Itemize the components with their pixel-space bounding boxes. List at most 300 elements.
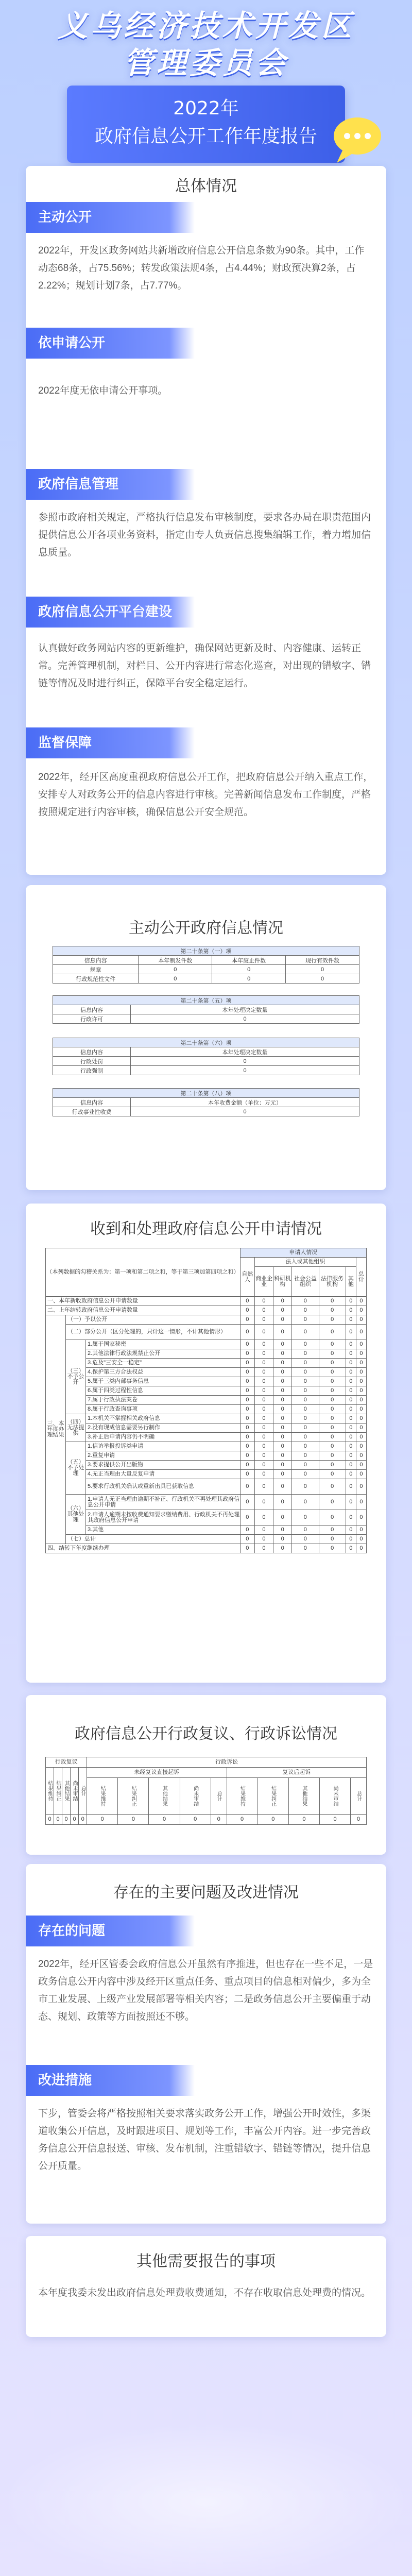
table-cell: 0 bbox=[346, 1368, 356, 1377]
table-cell: 0 bbox=[346, 1405, 356, 1414]
table-cell: 0 bbox=[240, 1535, 254, 1544]
table-row bbox=[46, 1359, 367, 1368]
table-cell: 0 bbox=[254, 1368, 273, 1377]
measures-text: 下步，管委会将严格按照相关要求落实政务公开工作，增强公开时效性，多渠道收集公开信息，及时跟进项目、规划等工作，丰富公开内容。进一步完善政务信息公开信息报送、审核、发布机制，注重错敏字、错链等情况，提升信息公开质量。 bbox=[38, 2108, 371, 2172]
table-cell: 0 bbox=[292, 1526, 319, 1535]
problems-text: 2022年，经开区管委会政府信息公开虽然有序推进，但也存在一些不足，一是政务信息公开内容中涉及经开区重点任务、重点项目的信息相对偏少，多为全市工业发展、上级产业发展部署等相关内容；二是政务信息公开主要偏重于动态、规划、政策等方面按照还不够。 bbox=[38, 1959, 373, 2022]
report-name: 政府信息公开工作年度报告 bbox=[94, 126, 317, 147]
platform-text: 认真做好政务网站内容的更新维护，确保网站更新及时、内容健康、运转正常。完善管理机制，对栏目、公开内容进行常态化巡查，对出现的错敏字、错链等情况及时进行纠正，保障平台安全稳定运行。 bbox=[38, 643, 371, 689]
proactive-title: 主动公开政府信息情况 bbox=[129, 919, 283, 937]
table-cell: 0 bbox=[240, 1479, 254, 1495]
row-label: 2.申请人逾期未按收费通知要求缴纳费用、行政机关不再处理其政府信息公开申请 bbox=[86, 1510, 241, 1526]
table-cell: 0 bbox=[139, 965, 212, 974]
row-label: 3.危及"三安全一稳定" bbox=[86, 1359, 241, 1368]
col-header: 本年制发件数 bbox=[139, 956, 212, 965]
table-cell: 0 bbox=[292, 1451, 319, 1461]
table-cell: 0 bbox=[273, 1479, 292, 1495]
table-cell: 0 bbox=[254, 1433, 273, 1442]
table-cell: 0 bbox=[212, 965, 286, 974]
table-cell: 0 bbox=[292, 1359, 319, 1368]
table-cell: 0 bbox=[286, 974, 359, 984]
table-cell: 0 bbox=[346, 1297, 356, 1306]
group-label: （三）不予公开 bbox=[66, 1340, 86, 1414]
other-text: 本年度我委未发出政府信息处理费收费通知，不存在收取信息处理费的情况。 bbox=[38, 2287, 371, 2298]
table-cell: 0 bbox=[273, 1423, 292, 1433]
col-header: 本年处理决定数量 bbox=[131, 1047, 359, 1057]
table-cell: 0 bbox=[131, 1057, 359, 1066]
overview-title: 总体情况 bbox=[175, 177, 237, 195]
table-cell: 0 bbox=[356, 1461, 366, 1470]
table-cell: 0 bbox=[227, 1815, 258, 1825]
table-cell: 0 bbox=[273, 1349, 292, 1359]
table-cell: 0 bbox=[292, 1368, 319, 1377]
row-label: 2.重复申请 bbox=[86, 1451, 241, 1461]
table-cell: 0 bbox=[254, 1359, 273, 1368]
table-cell: 0 bbox=[240, 1340, 254, 1349]
table-cell: 0 bbox=[346, 1544, 356, 1553]
col-legal: 法人或其他组织 bbox=[254, 1258, 356, 1267]
table-cell: 0 bbox=[319, 1368, 346, 1377]
col-header: 其他结果 bbox=[62, 1768, 71, 1815]
table-cell: 0 bbox=[292, 1423, 319, 1433]
col-header: 总计 bbox=[79, 1768, 87, 1815]
col-header: 本年处理决定数量 bbox=[131, 1005, 359, 1014]
col-header: 结果纠正 bbox=[54, 1768, 62, 1815]
table-cell: 0 bbox=[211, 1815, 227, 1825]
table-cell: 0 bbox=[356, 1510, 366, 1526]
table-cell: 0 bbox=[319, 1386, 346, 1396]
col-header: 现行有效件数 bbox=[286, 956, 359, 965]
row-label: 1.信访举报投诉类申请 bbox=[86, 1442, 241, 1451]
table-cell: 0 bbox=[254, 1442, 273, 1451]
overview-card bbox=[26, 166, 386, 875]
table-cell: 0 bbox=[273, 1470, 292, 1479]
table-cell: 0 bbox=[292, 1340, 319, 1349]
row-label: 2.其他法律行政法规禁止公开 bbox=[86, 1349, 241, 1359]
table-cell: 0 bbox=[346, 1386, 356, 1396]
table-cell: 0 bbox=[292, 1297, 319, 1306]
table-cell: 0 bbox=[319, 1470, 346, 1479]
table-cell: 0 bbox=[319, 1461, 346, 1470]
table-cell: 0 bbox=[46, 1815, 54, 1825]
table-cell: 0 bbox=[139, 974, 212, 984]
table-cell: 0 bbox=[240, 1451, 254, 1461]
applications-table bbox=[45, 1248, 367, 1553]
applicant-header: 申请人情况 bbox=[240, 1248, 366, 1258]
table-cell: 0 bbox=[292, 1405, 319, 1414]
table-cell: 0 bbox=[319, 1544, 346, 1553]
table-cell: 0 bbox=[273, 1451, 292, 1461]
section-heading-request: 依申请公开 bbox=[26, 328, 195, 359]
group-label: （五）不予处理 bbox=[66, 1442, 86, 1495]
table-cell: 0 bbox=[273, 1340, 292, 1349]
col-header: 信息内容 bbox=[53, 1098, 131, 1107]
table-cell: 0 bbox=[254, 1396, 273, 1405]
col-commercial: 商业企业 bbox=[254, 1267, 273, 1297]
table-row bbox=[46, 1442, 367, 1451]
table-cell: 0 bbox=[319, 1451, 346, 1461]
table-cell: 0 bbox=[254, 1451, 273, 1461]
table-cell: 0 bbox=[356, 1297, 366, 1306]
table-cell: 0 bbox=[254, 1479, 273, 1495]
row-label: 4.无正当理由大量反复申请 bbox=[86, 1470, 241, 1479]
table-row bbox=[46, 1470, 367, 1479]
table-cell: 0 bbox=[273, 1442, 292, 1451]
row-label: 2.没有现成信息需要另行制作 bbox=[86, 1423, 241, 1433]
table-cell: 0 bbox=[346, 1359, 356, 1368]
table-cell: 0 bbox=[87, 1815, 118, 1825]
chat-bubble-icon bbox=[328, 113, 384, 165]
table-cell: 0 bbox=[319, 1325, 346, 1340]
col-header: 尚未审结 bbox=[71, 1768, 79, 1815]
table-cell: 0 bbox=[346, 1340, 356, 1349]
table-cell: 0 bbox=[319, 1359, 346, 1368]
org-title-line1: 义乌经济技术开发区 bbox=[57, 8, 354, 43]
table-cell: 0 bbox=[356, 1470, 366, 1479]
applications-table-body bbox=[46, 1297, 367, 1553]
col-header: 总计 bbox=[211, 1778, 227, 1815]
table-row bbox=[46, 1479, 367, 1495]
table-cell: 0 bbox=[254, 1510, 273, 1526]
org-title-line2: 管理委员会 bbox=[123, 45, 288, 80]
table-cell: 规章 bbox=[53, 965, 139, 974]
table-rule-20-1 bbox=[53, 946, 359, 984]
table-cell: 0 bbox=[346, 1315, 356, 1325]
row-label: 二、上年结转政府信息公开申请数量 bbox=[46, 1306, 241, 1315]
row-label: 1.本机关不掌握相关政府信息 bbox=[86, 1414, 241, 1423]
table-cell: 0 bbox=[240, 1526, 254, 1535]
table-row bbox=[46, 1423, 367, 1433]
row-label: 5.属于三类内部事务信息 bbox=[86, 1377, 241, 1386]
col-natural: 自然人 bbox=[240, 1258, 254, 1297]
table-cell: 0 bbox=[254, 1405, 273, 1414]
table-cell: 0 bbox=[356, 1495, 366, 1510]
table-cell: 0 bbox=[258, 1815, 288, 1825]
other-card bbox=[26, 2236, 386, 2337]
table-cell: 0 bbox=[292, 1396, 319, 1405]
table-cell: 0 bbox=[254, 1526, 273, 1535]
group-label: 三、本年度办理结果 bbox=[46, 1315, 66, 1544]
review-value-row bbox=[46, 1815, 367, 1825]
table-cell: 0 bbox=[180, 1815, 211, 1825]
table-caption: 第二十条第（六）项 bbox=[53, 1038, 359, 1047]
table-cell: 0 bbox=[346, 1535, 356, 1544]
table-cell: 0 bbox=[319, 1423, 346, 1433]
footer-decoration bbox=[0, 2421, 412, 2576]
table-cell: 0 bbox=[356, 1405, 366, 1414]
table-cell: 0 bbox=[273, 1433, 292, 1442]
table-cell: 0 bbox=[240, 1442, 254, 1451]
table-cell: 0 bbox=[319, 1442, 346, 1451]
table-row bbox=[46, 1544, 367, 1553]
group-label: （四）无法提供 bbox=[66, 1414, 86, 1442]
table-cell: 0 bbox=[292, 1315, 319, 1325]
corner-cell: （本列数据的勾稽关系为：第一项和第二项之和，等于第三项加第四项之和） bbox=[46, 1248, 241, 1297]
table-cell: 0 bbox=[286, 965, 359, 974]
review-header: 行政复议 bbox=[46, 1757, 87, 1768]
table-cell: 0 bbox=[79, 1815, 87, 1825]
col-header: 结果维持 bbox=[87, 1778, 118, 1815]
table-row bbox=[46, 1535, 367, 1544]
table-cell: 0 bbox=[346, 1451, 356, 1461]
table-cell: 0 bbox=[292, 1470, 319, 1479]
section-heading-proactive: 主动公开 bbox=[26, 202, 195, 233]
table-cell: 0 bbox=[273, 1495, 292, 1510]
section-heading-supervision: 监督保障 bbox=[26, 727, 195, 758]
table-cell: 0 bbox=[240, 1377, 254, 1386]
table-cell: 0 bbox=[131, 1066, 359, 1075]
table-cell: 0 bbox=[273, 1297, 292, 1306]
table-row bbox=[46, 1433, 367, 1442]
section-heading-problems: 存在的问题 bbox=[26, 1916, 195, 1946]
table-row bbox=[46, 1510, 367, 1526]
table-cell: 0 bbox=[273, 1368, 292, 1377]
issues-title: 存在的主要问题及改进情况 bbox=[113, 1884, 299, 1902]
table-cell: 0 bbox=[254, 1377, 273, 1386]
col-header: 结果维持 bbox=[46, 1768, 54, 1815]
table-cell: 0 bbox=[292, 1433, 319, 1442]
table-row bbox=[46, 1526, 367, 1535]
table-cell: 0 bbox=[240, 1510, 254, 1526]
table-cell: 0 bbox=[240, 1297, 254, 1306]
litigation-header: 行政诉讼 bbox=[87, 1757, 367, 1768]
table-cell: 0 bbox=[356, 1325, 366, 1340]
proactive-text: 2022年，开发区政务网站共新增政府信息公开信息条数为90条。其中，工作动态68条，占75.56%；转发政策法规4条，占4.44%；财政预决算2条，占2.22%；规划计划7条，占7.77%。 bbox=[38, 245, 365, 291]
row-label: 7.属于行政执法案卷 bbox=[86, 1396, 241, 1405]
table-caption: 第二十条第（五）项 bbox=[53, 996, 359, 1005]
row-label: 8.属于行政查询事项 bbox=[86, 1405, 241, 1414]
table-cell: 0 bbox=[273, 1325, 292, 1340]
table-cell: 0 bbox=[240, 1368, 254, 1377]
table-cell: 0 bbox=[319, 1315, 346, 1325]
table-cell: 0 bbox=[240, 1396, 254, 1405]
table-cell: 0 bbox=[346, 1510, 356, 1526]
report-year: 2022年 bbox=[173, 98, 239, 119]
table-cell: 0 bbox=[356, 1359, 366, 1368]
table-cell: 0 bbox=[346, 1414, 356, 1423]
row-label: 四、结转下年度继续办理 bbox=[46, 1544, 241, 1553]
row-label: 4.保护第三方合法权益 bbox=[86, 1368, 241, 1377]
table-cell: 0 bbox=[346, 1470, 356, 1479]
table-cell: 0 bbox=[319, 1433, 346, 1442]
table-cell: 0 bbox=[273, 1405, 292, 1414]
table-cell: 0 bbox=[356, 1377, 366, 1386]
table-cell: 0 bbox=[292, 1386, 319, 1396]
row-label: 1.属于国家秘密 bbox=[86, 1340, 241, 1349]
table-cell: 0 bbox=[319, 1495, 346, 1510]
issues-card bbox=[26, 1864, 386, 2224]
table-cell: 0 bbox=[319, 1349, 346, 1359]
group-label: （六）其他处理 bbox=[66, 1495, 86, 1535]
table-cell: 0 bbox=[356, 1368, 366, 1377]
table-cell: 0 bbox=[240, 1359, 254, 1368]
col-header: 结果维持 bbox=[227, 1778, 258, 1815]
litigation-after-review: 复议后起诉 bbox=[227, 1768, 366, 1778]
table-row bbox=[46, 1315, 367, 1325]
table-cell: 0 bbox=[346, 1461, 356, 1470]
supervision-text: 2022年，经开区高度重视政府信息公开工作，把政府信息公开纳入重点工作，安排专人对政务公开的信息内容进行审核。完善新闻信息发布工作制度，严格按照规定进行内容审核，确保信息公开安全规范。 bbox=[38, 772, 373, 818]
row-label: 3.其他 bbox=[86, 1526, 241, 1535]
table-cell: 0 bbox=[356, 1315, 366, 1325]
col-header: 信息内容 bbox=[53, 1047, 131, 1057]
table-row bbox=[46, 1325, 367, 1340]
table-cell: 0 bbox=[240, 1405, 254, 1414]
row-label: 3.补正后申请内容仍不明确 bbox=[86, 1433, 241, 1442]
table-cell: 0 bbox=[240, 1461, 254, 1470]
table-cell: 0 bbox=[54, 1815, 62, 1825]
review-card bbox=[26, 1695, 386, 1855]
col-public-welfare: 社会公益组织 bbox=[292, 1267, 319, 1297]
table-cell: 0 bbox=[254, 1461, 273, 1470]
table-cell: 0 bbox=[254, 1325, 273, 1340]
table-cell: 0 bbox=[273, 1526, 292, 1535]
other-title: 其他需要报告的事项 bbox=[136, 2252, 276, 2270]
table-rule-20-5 bbox=[53, 995, 359, 1024]
col-header: 信息内容 bbox=[53, 956, 139, 965]
table-cell: 0 bbox=[292, 1495, 319, 1510]
table-cell: 行政强制 bbox=[53, 1066, 131, 1075]
table-cell: 0 bbox=[356, 1414, 366, 1423]
table-cell: 0 bbox=[319, 1479, 346, 1495]
col-header: 尚未审结 bbox=[180, 1778, 211, 1815]
col-header: 其他结果 bbox=[149, 1778, 180, 1815]
table-cell: 0 bbox=[292, 1510, 319, 1526]
table-cell: 0 bbox=[273, 1386, 292, 1396]
row-label: （七）总计 bbox=[66, 1535, 241, 1544]
proactive-card bbox=[26, 885, 386, 1190]
table-cell: 行政规范性文件 bbox=[53, 974, 139, 984]
management-text: 参照市政府相关规定，严格执行信息发布审核制度，要求各办局在职责范围内提供信息公开各项业务资料，指定由专人负责信息搜集编辑工作，着力增加信息质量。 bbox=[38, 512, 371, 558]
table-cell: 0 bbox=[240, 1433, 254, 1442]
table-cell: 0 bbox=[273, 1535, 292, 1544]
table-caption: 第二十条第（八）项 bbox=[53, 1089, 359, 1098]
table-cell: 0 bbox=[346, 1495, 356, 1510]
table-cell: 0 bbox=[240, 1423, 254, 1433]
table-cell: 0 bbox=[319, 1297, 346, 1306]
applications-card bbox=[26, 1204, 386, 1683]
col-header: 结果纠正 bbox=[118, 1778, 149, 1815]
table-cell: 0 bbox=[292, 1535, 319, 1544]
table-cell: 0 bbox=[356, 1433, 366, 1442]
col-header: 其他结果 bbox=[288, 1778, 319, 1815]
table-cell: 0 bbox=[273, 1359, 292, 1368]
applications-title: 收到和处理政府信息公开申请情况 bbox=[90, 1220, 322, 1238]
table-cell: 行政事业性收费 bbox=[53, 1107, 131, 1116]
review-title: 政府信息公开行政复议、行政诉讼情况 bbox=[75, 1725, 337, 1743]
table-row bbox=[46, 1349, 367, 1359]
table-row bbox=[46, 1297, 367, 1306]
section-heading-platform: 政府信息公开平台建设 bbox=[26, 597, 195, 628]
table-cell: 0 bbox=[254, 1315, 273, 1325]
table-cell: 0 bbox=[240, 1315, 254, 1325]
table-cell: 0 bbox=[254, 1495, 273, 1510]
table-cell: 行政处罚 bbox=[53, 1057, 131, 1066]
table-cell: 0 bbox=[346, 1433, 356, 1442]
table-cell: 0 bbox=[356, 1386, 366, 1396]
table-cell: 0 bbox=[356, 1396, 366, 1405]
table-cell: 0 bbox=[254, 1535, 273, 1544]
table-cell: 0 bbox=[71, 1815, 79, 1825]
table-row bbox=[46, 1461, 367, 1470]
table-cell: 0 bbox=[319, 1377, 346, 1386]
table-cell: 0 bbox=[356, 1535, 366, 1544]
table-cell: 0 bbox=[346, 1396, 356, 1405]
table-cell: 0 bbox=[254, 1544, 273, 1553]
table-cell: 0 bbox=[356, 1479, 366, 1495]
table-cell: 0 bbox=[254, 1470, 273, 1479]
table-cell: 0 bbox=[273, 1396, 292, 1405]
table-row bbox=[46, 1495, 367, 1510]
table-cell: 0 bbox=[149, 1815, 180, 1825]
table-cell: 0 bbox=[212, 974, 286, 984]
table-row bbox=[46, 1396, 367, 1405]
table-cell: 0 bbox=[319, 1414, 346, 1423]
table-cell: 0 bbox=[292, 1325, 319, 1340]
table-cell: 0 bbox=[319, 1306, 346, 1315]
table-cell: 0 bbox=[254, 1297, 273, 1306]
table-cell: 0 bbox=[356, 1526, 366, 1535]
col-header: 本年收费金额（单位：万元） bbox=[131, 1098, 359, 1107]
col-research: 科研机构 bbox=[273, 1267, 292, 1297]
table-row bbox=[46, 1368, 367, 1377]
table-cell: 0 bbox=[346, 1349, 356, 1359]
table-cell: 0 bbox=[273, 1306, 292, 1315]
col-header: 本年废止件数 bbox=[212, 956, 286, 965]
report-subtitle bbox=[67, 86, 345, 163]
table-cell: 0 bbox=[319, 1535, 346, 1544]
table-cell: 0 bbox=[346, 1377, 356, 1386]
table-row bbox=[46, 1414, 367, 1423]
table-cell: 0 bbox=[319, 1340, 346, 1349]
table-rule-20-6 bbox=[53, 1038, 359, 1075]
table-cell: 0 bbox=[319, 1405, 346, 1414]
table-cell: 0 bbox=[254, 1349, 273, 1359]
table-cell: 0 bbox=[240, 1349, 254, 1359]
review-table bbox=[45, 1757, 367, 1825]
table-cell: 0 bbox=[254, 1414, 273, 1423]
row-label: 5.要求行政机关确认或重新出具已获取信息 bbox=[86, 1479, 241, 1495]
table-cell: 0 bbox=[356, 1423, 366, 1433]
table-row bbox=[46, 1451, 367, 1461]
table-cell: 0 bbox=[273, 1544, 292, 1553]
row-label: 3.要求提供公开出版物 bbox=[86, 1461, 241, 1470]
row-label: （二）部分公开（区分处理的，只计这一情形，不计其他情形） bbox=[66, 1325, 241, 1340]
row-label: 一、本年新收政府信息公开申请数量 bbox=[46, 1297, 241, 1306]
col-header: 总计 bbox=[351, 1778, 367, 1815]
table-cell: 0 bbox=[346, 1423, 356, 1433]
table-cell: 0 bbox=[254, 1423, 273, 1433]
table-cell: 0 bbox=[292, 1442, 319, 1451]
table-cell: 0 bbox=[240, 1306, 254, 1315]
table-cell: 0 bbox=[356, 1349, 366, 1359]
table-cell: 0 bbox=[131, 1014, 359, 1024]
section-heading-measures: 改进措施 bbox=[26, 2065, 195, 2096]
request-text: 2022年度无依申请公开事项。 bbox=[38, 385, 168, 396]
row-label: 1.申请人无正当理由逾期不补正、行政机关不再处理其政府信息公开申请 bbox=[86, 1495, 241, 1510]
table-cell: 0 bbox=[273, 1461, 292, 1470]
table-cell: 0 bbox=[356, 1442, 366, 1451]
table-cell: 0 bbox=[240, 1414, 254, 1423]
table-cell: 0 bbox=[118, 1815, 149, 1825]
table-cell: 0 bbox=[346, 1526, 356, 1535]
table-cell: 0 bbox=[273, 1377, 292, 1386]
table-caption: 第二十条第（一）项 bbox=[53, 946, 359, 956]
table-cell: 0 bbox=[356, 1451, 366, 1461]
table-cell: 0 bbox=[240, 1544, 254, 1553]
table-cell: 0 bbox=[254, 1306, 273, 1315]
col-header: 尚未审结 bbox=[319, 1778, 350, 1815]
table-cell: 0 bbox=[240, 1325, 254, 1340]
